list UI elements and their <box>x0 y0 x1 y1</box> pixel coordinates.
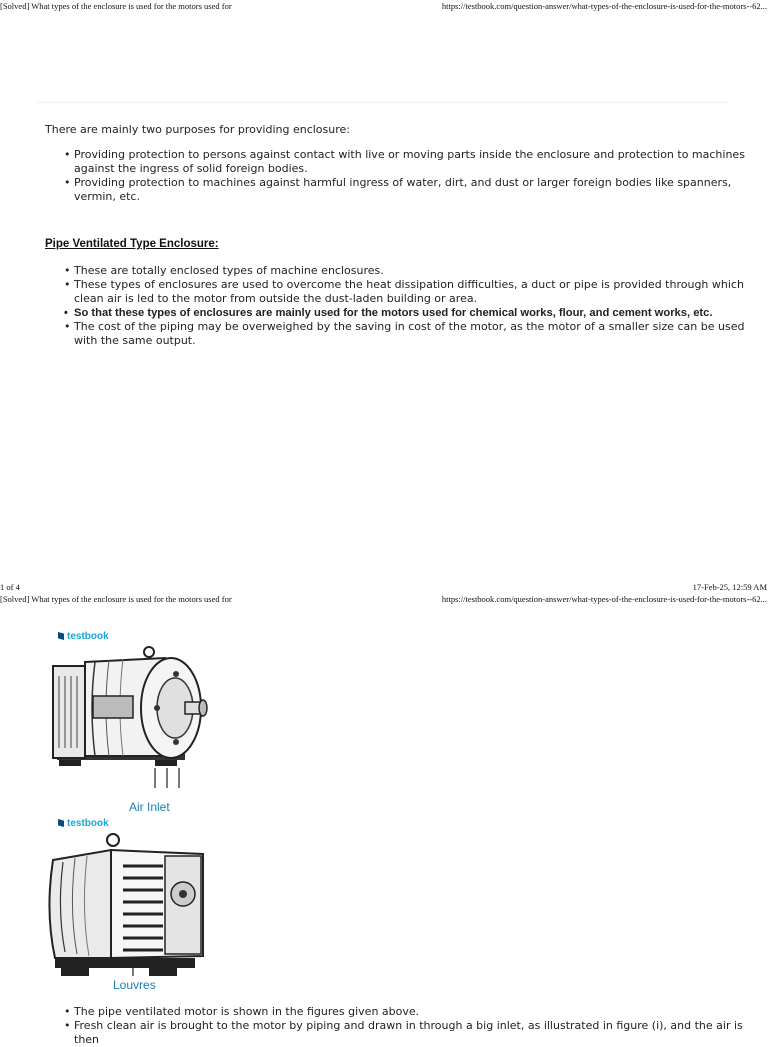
section-block <box>45 264 754 348</box>
figure-air-inlet <box>45 630 225 820</box>
motor-air-inlet-illustration <box>45 644 225 804</box>
figure-caption: Air Inlet <box>129 800 170 814</box>
testbook-logo: testbook <box>58 631 109 642</box>
testbook-logo-icon <box>58 632 64 640</box>
print-footer-page: 1 of 4 <box>0 582 20 592</box>
intro-block <box>45 123 754 204</box>
list-item-highlight: • So that these types of enclosures are mainly used for the motors used for chemical works, flour, and cement works, etc. <box>74 306 754 320</box>
print-header-title: [Solved] What types of the enclosure is used for the motors used for <box>0 1 232 11</box>
list-item: • The pipe ventilated motor is shown in the figures given above. <box>74 1005 754 1019</box>
intro-text: There are mainly two purposes for providing enclosure: <box>45 123 350 136</box>
testbook-logo: testbook <box>58 818 109 829</box>
figure-louvres <box>45 816 225 994</box>
page2-block <box>45 1005 754 1047</box>
section-list <box>45 264 754 348</box>
list-item: • The cost of the piping may be overweighed by the saving in cost of the motor, as the motor of a smaller size can be used with the same output. <box>74 320 754 348</box>
list-item: • Providing protection to machines against harmful ingress of water, dirt, and dust or larger foreign bodies like spanners, vermin, etc. <box>74 176 754 204</box>
section-heading: Pipe Ventilated Type Enclosure: <box>45 238 219 250</box>
list-item: • These are totally enclosed types of machine enclosures. <box>74 264 754 278</box>
print-header-title: [Solved] What types of the enclosure is used for the motors used for <box>0 594 232 604</box>
list-item: • Providing protection to persons against contact with live or moving parts inside the enclosure and protection to machines against the ingress of solid foreign bodies. <box>74 148 754 176</box>
top-divider <box>36 102 728 103</box>
motor-louvres-illustration <box>45 832 225 978</box>
purposes-list <box>45 148 754 204</box>
list-item: • These types of enclosures are used to overcome the heat dissipation difficulties, a duct or pipe is provided through which clean air is led to the motor from outside the dust-laden building or area. <box>74 278 754 306</box>
testbook-logo-icon <box>58 819 64 827</box>
page2-list <box>45 1005 754 1047</box>
print-header-url[interactable]: https://testbook.com/question-answer/what-types-of-the-enclosure-is-used-for-the-motors--62... <box>441 594 767 604</box>
print-footer-datetime: 17-Feb-25, 12:59 AM <box>692 582 767 592</box>
list-item: • Fresh clean air is brought to the motor by piping and drawn in through a big inlet, as illustrated in figure (i), and the air is then <box>74 1019 754 1047</box>
print-header-url[interactable]: https://testbook.com/question-answer/what-types-of-the-enclosure-is-used-for-the-motors--62... <box>441 1 767 11</box>
figure-caption: Louvres <box>113 978 156 992</box>
